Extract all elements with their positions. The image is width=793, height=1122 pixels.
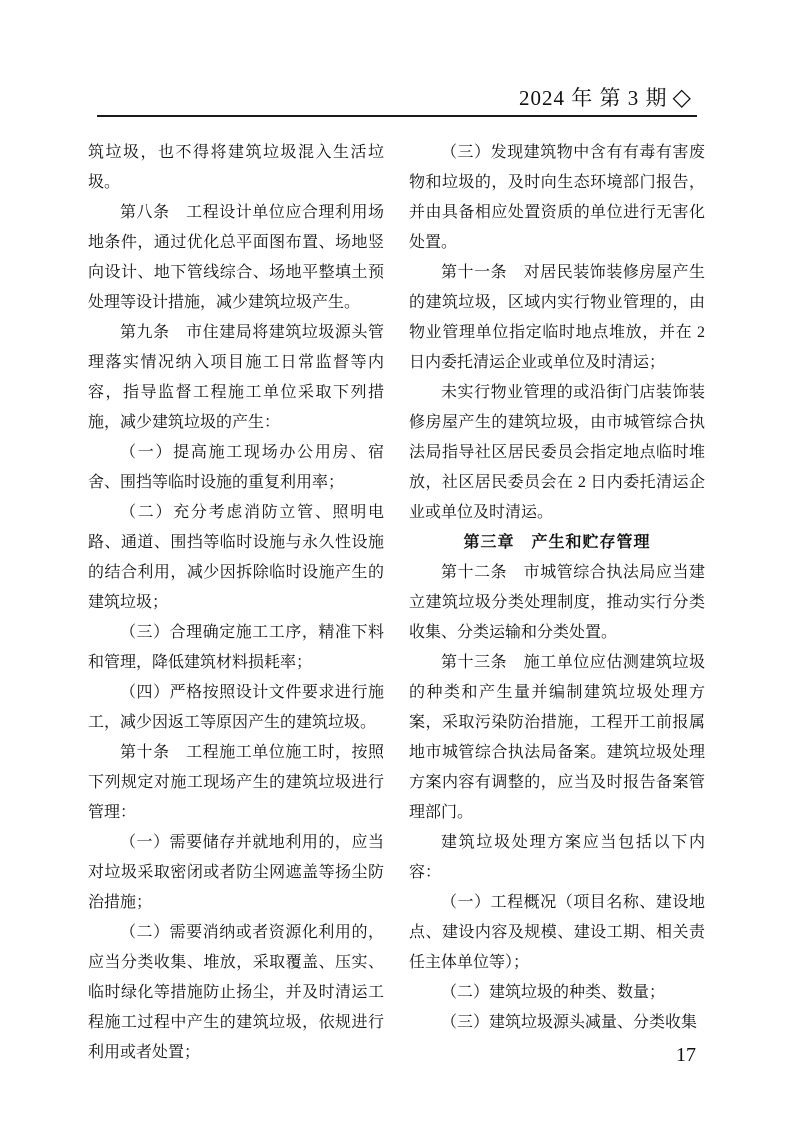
paragraph: 第九条 市住建局将建筑垃圾源头管理落实情况纳入项目施工日常监督等内容，指导监督工程施工单位采取下列措施，减少建筑垃圾的产生： (88, 324, 384, 431)
paragraph: 第十条 工程施工单位施工时，按照下列规定对施工现场产生的建筑垃圾进行管理： (88, 744, 384, 821)
diamond-icon: ◇ (672, 85, 692, 111)
paragraph: （二）需要消纳或者资源化利用的，应当分类收集、堆放，采取覆盖、压实、临时绿化等措施防止扬尘，并及时清运工程施工过程中产生的建筑垃圾，依规进行利用或者处置； (88, 924, 384, 1061)
paragraph: （三）建筑垃圾源头减量、分类收集 (441, 1014, 698, 1031)
chapter-heading: 第三章 产生和贮存管理 (463, 534, 651, 551)
paragraph: （一）需要储存并就地利用的，应当对垃圾采取密闭或者防尘网遮盖等扬尘防治措施； (88, 834, 384, 911)
left-column (88, 138, 384, 1068)
paragraph: （一）工程概况（项目名称、建设地点、建设内容及规模、建设工期、相关责任主体单位等）； (409, 894, 705, 971)
paragraph: （三）合理确定施工工序，精准下料和管理，降低建筑材料损耗率； (88, 624, 384, 671)
page-number: 17 (676, 1044, 696, 1066)
page-header (519, 84, 692, 112)
paragraph: 第十二条 市城管综合执法局应当建立建筑垃圾分类处理制度，推动实行分类收集、分类运输和分类处置。 (409, 564, 705, 641)
right-column (409, 138, 705, 1038)
paragraph: 第八条 工程设计单位应合理利用场地条件，通过优化总平面图布置、场地竖向设计、地下管线综合、场地平整填土预处理等设计措施，减少建筑垃圾产生。 (88, 204, 384, 311)
header-rule (97, 115, 697, 117)
paragraph: （三）发现建筑物中含有有毒有害废物和垃圾的，及时向生态环境部门报告，并由具备相应处置资质的单位进行无害化处置。 (409, 144, 705, 251)
paragraph: 建筑垃圾处理方案应当包括以下内容： (409, 834, 705, 881)
paragraph: （二）充分考虑消防立管、照明电路、通道、围挡等临时设施与永久性设施的结合利用，减少因拆除临时设施产生的建筑垃圾； (88, 504, 384, 611)
paragraph: （四）严格按照设计文件要求进行施工，减少因返工等原因产生的建筑垃圾。 (88, 684, 384, 731)
paragraph: （二）建筑垃圾的种类、数量； (441, 984, 666, 1001)
paragraph: 第十一条 对居民装饰装修房屋产生的建筑垃圾，区域内实行物业管理的，由物业管理单位指定临时地点堆放，并在 2 日内委托清运企业或单位及时清运； (409, 264, 705, 371)
paragraph: 未实行物业管理的或沿街门店装饰装修房屋产生的建筑垃圾，由市城管综合执法局指导社区居民委员会指定地点临时堆放，社区居民委员会在 2 日内委托清运企业或单位及时清运。 (409, 384, 705, 521)
paragraph: 第十三条 施工单位应估测建筑垃圾的种类和产生量并编制建筑垃圾处理方案，采取污染防治措施，工程开工前报属地市城管综合执法局备案。建筑垃圾处理方案内容有调整的，应当及时报告备案管理部门。 (409, 654, 705, 821)
paragraph: 筑垃圾，也不得将建筑垃圾混入生活垃圾。 (88, 144, 384, 191)
paragraph: （一）提高施工现场办公用房、宿舍、围挡等临时设施的重复利用率； (88, 444, 384, 491)
header-issue-label: 2024 年 第 3 期 (519, 86, 668, 110)
